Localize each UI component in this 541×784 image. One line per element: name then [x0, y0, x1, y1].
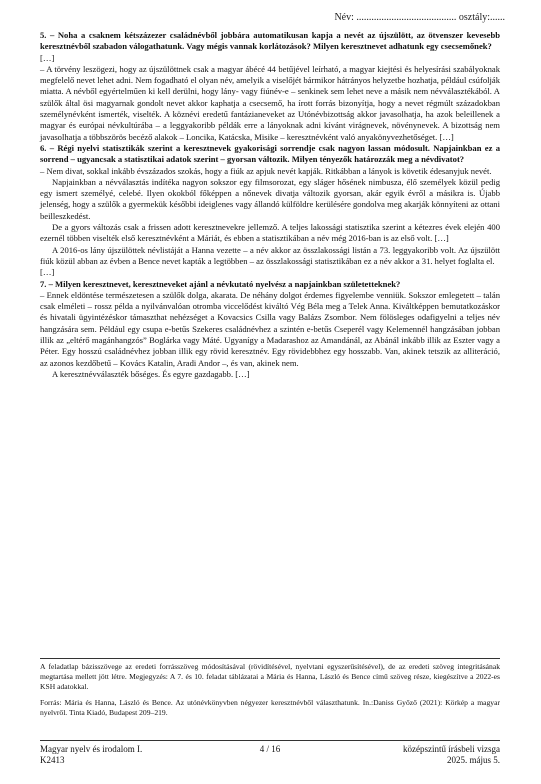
page-number: 4 / 16 — [259, 744, 281, 754]
answer-6-p3: De a gyors változás csak a frissen adott keresztnevekre jellemző. A teljes lakossági statisztika szerint a kétezres évek elején 400 ezernél többen viselték első keresztnévként a Máriát, és ebben a statisztikában a név még 2016-ban is az első volt. […] — [40, 222, 500, 244]
footnote — [40, 662, 500, 718]
footer-code: K2413 — [40, 755, 65, 765]
footer-exam-level: középszintű írásbeli vizsga — [403, 744, 500, 754]
footnote-note: A feladatlap bázisszövege az eredeti forrásszöveg módosításával (rövidítésével, nyelvtani egyszerűsítésével), de az eredeti szöveg integritásának megtartása mellett jött létre. Megjegyzés: A 7. és 10. feladat táblázatai a Mária és Hanna, László és Bence című szöveg része, kiegészítve a 2022-es KSH adatokkal. — [40, 662, 500, 691]
name-class-field: Név: ........................................ osztály:...... — [334, 12, 505, 23]
answer-6-p2: Napjainkban a névválasztás indítéka nagyon sokszor egy filmsorozat, egy sláger hősének nimbusza, élő személyek közül pedig egy ismert személyé, celebé. Ilyen okokból főképpen a nőnevek divatja változik gyorsan, akár egyik évről a másikra is. Újabb jelenség, hogy a szülők a gyermekük későbbi ideiglenes vagy állandó külföldre kerülésére gondolva meg akarják könnyíteni az ottani beilleszkedést. — [40, 176, 500, 221]
answer-6-p1: – Nem divat, sokkal inkább évszázados szokás, hogy a fiúk az apjuk nevét kapják. Ritkábban a lányok is követik édesanyjuk nevét. — [40, 165, 492, 176]
question-7: 7. – Milyen keresztnevet, keresztneveket ajánl a névkutató nyelvész a napjainkban születetteknek? — [40, 278, 401, 289]
footer-divider — [40, 740, 500, 741]
question-5: 5. – Noha a csaknem kétszázezer családnévből jobbára automatikusan kapja a nevét az újszülött, az ötvenszer kevesebb keresztnévből szabadon válogathatunk. Vagy mégis vannak korlátozások? Milyen keresztnevet adhatunk egy csecsemőnek? — [40, 30, 500, 52]
divider — [40, 658, 500, 659]
footer-right — [403, 744, 500, 766]
ellipsis: […] — [40, 267, 55, 278]
footnote-source: Forrás: Mária és Hanna, László és Bence. Az utónévkönyvben négyezer keresztnévből választhatunk. In.:Daniss Győző (2021): Körkép a magyar nyelvről. Tinta Kiadó, Budapest 209–219. — [40, 698, 500, 717]
answer-5: – A törvény leszögezi, hogy az újszülöttnek csak a magyar ábécé 44 betűjével leírható, a magyar kiejtési és helyesírási szabályoknak megfelelő nevet lehet adni. Nem fogadható el olyan név, amelyik a viselőjét bármikor hátrányos helyzetbe hozhatja, például csúfolják miatta. A névből egyértelműen ki kell derülni, hogy lány- vagy fiúnév-e – senkinek sem lehet neve a másik nem névválasztékából. A szülők által ösi magyarnak gondolt nevet akkor kaphatja a csecsemő, ha írott forrás bizonyítja, hogy a nevet régmúlt századokban személynévként ismerték, viselték. A köznévi eredetű fantázianeveket az Utónévbizottság akkor javasolhatja, ha azok beleillenek a magyar és európai névkultúrába – a leggyakoribb példák erre a lányoknak adni kívánt virágnevek, növénynevek. A bizottság nem javasolhatja a többszörös becéző alakok – Loncika, Katácska, Misike – keresztnévként való anyakönyvezhetőséget. […] — [40, 63, 500, 142]
footer-subject: Magyar nyelv és irodalom I. — [40, 744, 143, 754]
question-6: 6. – Régi nyelvi statisztikák szerint a keresztnevek gyakorisági sorrendje csak nagyon lassan módosult. Napjainkban ez a sorrend – ugyancsak a statisztikai adatok szerint – gyorsan változik. Milyen tényezők határozzák meg a névdivatot? — [40, 142, 500, 165]
answer-7-p1: – Ennek eldöntése természetesen a szülők dolga, akarata. De néhány dolgot érdemes figyelembe venniük. Sokszor emlegetett – talán csak elméleti – rossz példa a nyilvánvalóan otromba viccelődést kiváltó Vég Béla meg a Telek Anna. Kiváltképpen bemutatkozáskor és hivatali ügyintézéskor támaszthat nehézséget a Kovacsics Csilla vagy Balázs Zsombor. Nem fölösleges odafigyelni a teljes név hangzására sem. Például egy csupa e-betűs Szekeres családnévhez a szintén e-betűs Cseperél vagy Kelemennél hangzásában jobban illik az „eltérő magánhangzós” Boglárka vagy Máté. Ugyanígy a Madarashoz az Amandánál, az Abánál inkább illik az Eszter vagy a Péter. Egy hosszú családnévhez jobban illik egy rövid keresztnév. Egy rövidebbhez egy hosszabb. Van, akinek tetszik az alliteráció, az azonos kezdőbetű – Kovács Katalin, Aradi Andor –, és van, akinek nem. — [40, 289, 500, 368]
footer-date: 2025. május 5. — [447, 755, 500, 765]
answer-6-p4: A 2016-os lány újszülöttek névlistáját a Hanna vezette – a név akkor az összlakossági listán a 73. leggyakoribb volt. Az újszülött fiúk közül abban az évben a Bence nevet kapták a legtöbben – az összlakossági statisztikában ez a név akkor a 31. helyet foglalta el. — [40, 244, 500, 266]
main-content — [40, 30, 500, 380]
ellipsis: […] — [40, 52, 55, 63]
answer-7-p2: A keresztnévválaszték bőséges. És egyre gazdagabb. […] — [52, 368, 250, 379]
